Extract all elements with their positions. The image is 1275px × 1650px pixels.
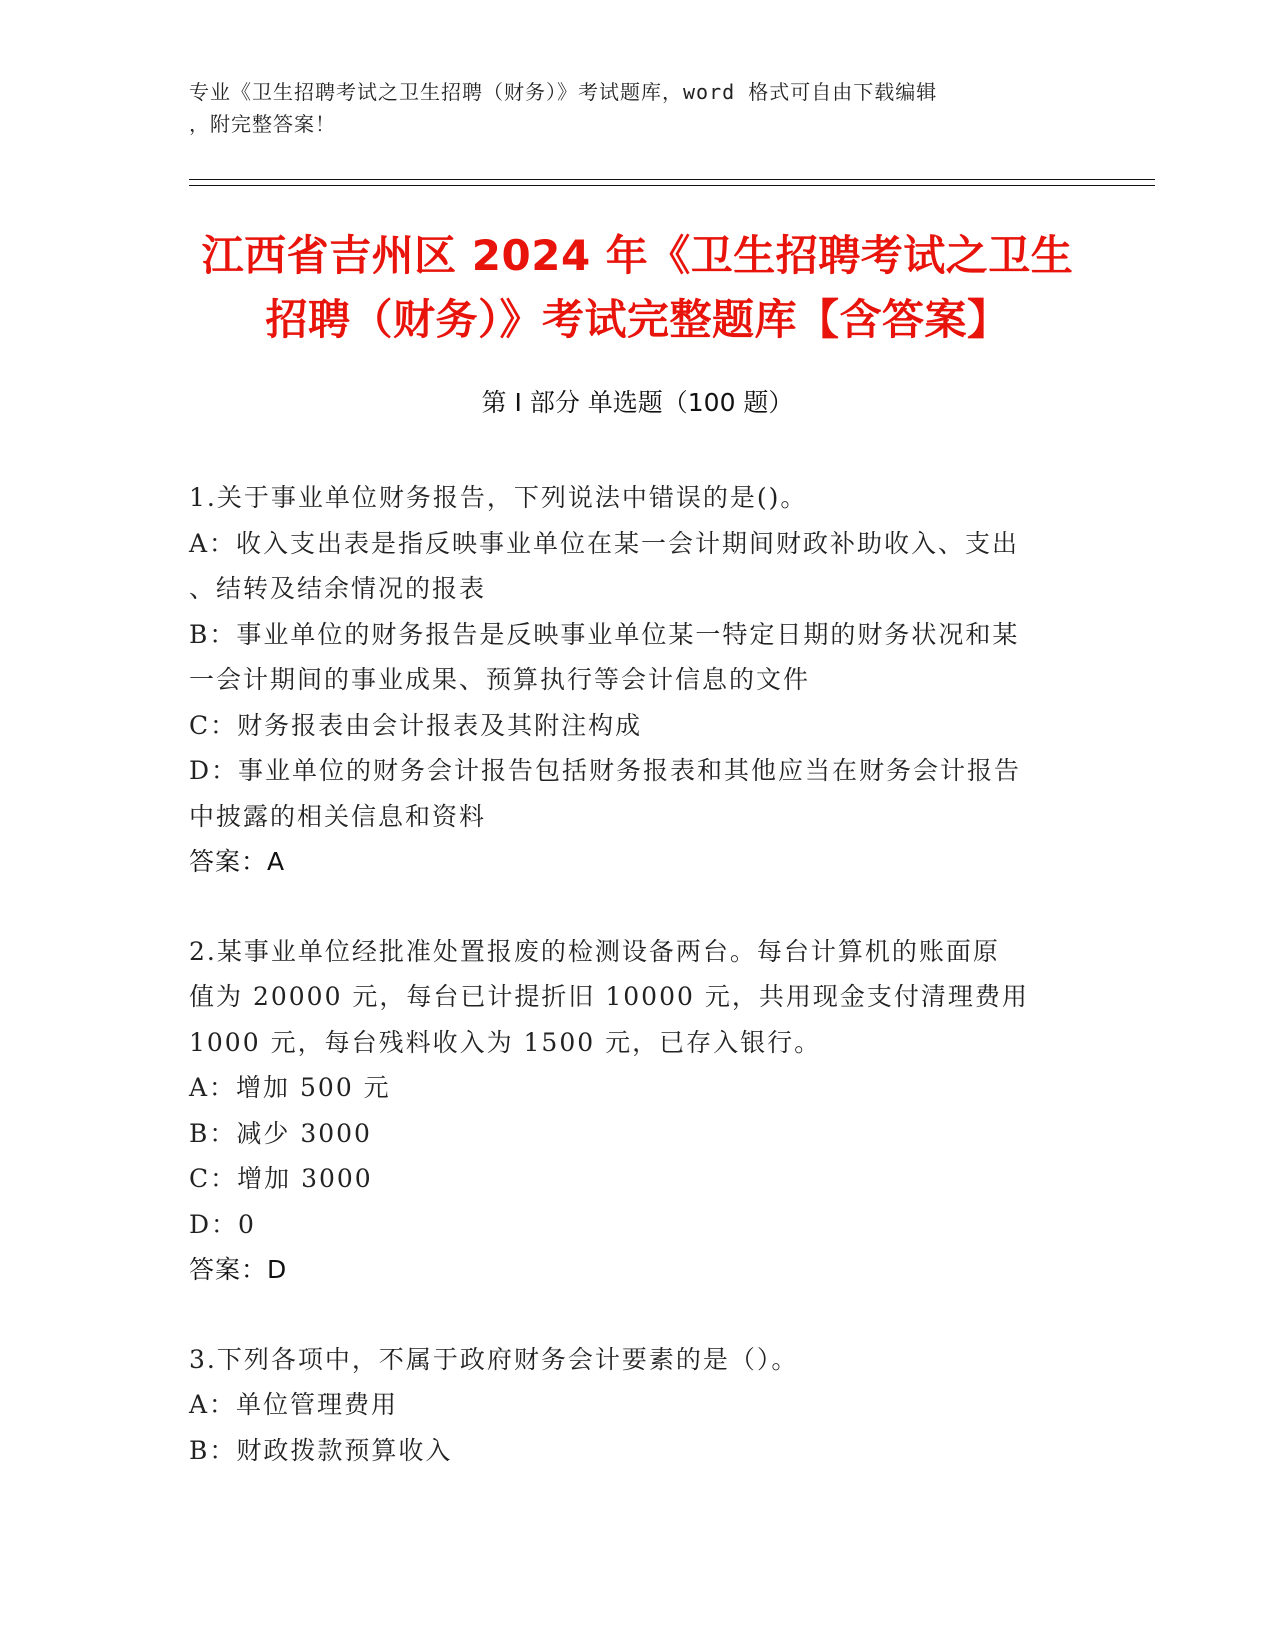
option-a: A：单位管理费用 (189, 1390, 399, 1419)
option-line: C：财务报表由会计报表及其附注构成 (189, 710, 643, 740)
question-3 (189, 1337, 1089, 1474)
option-a (189, 521, 1089, 612)
header-note-line-1: 专业《卫生招聘考试之卫生招聘（财务）》考试题库，word 格式可自由下载编辑 (189, 80, 938, 104)
header-divider-bottom (189, 185, 1155, 186)
header-note (189, 76, 1089, 140)
option-a: A：增加 500 元 (189, 1073, 391, 1102)
header-divider-top (189, 179, 1155, 180)
document-title-line-1: 江西省吉州区 2024 年《卫生招聘考试之卫生 (201, 231, 1074, 280)
question-stem-line: 值为 20000 元，每台已计提折旧 10000 元，共用现金支付清理费用 (189, 982, 1029, 1011)
option-c: C：增加 3000 (189, 1164, 373, 1193)
document-title (150, 224, 1125, 352)
question-stem-line: 3.下列各项中，不属于政府财务会计要素的是（）。 (189, 1344, 799, 1374)
option-d: D：0 (189, 1209, 256, 1239)
option-line: 、结转及结余情况的报表 (189, 574, 487, 603)
answer-label: 答案：D (189, 1255, 288, 1284)
question-1 (189, 475, 1089, 885)
option-b: B：减少 3000 (189, 1118, 372, 1148)
header-note-line-2: ，附完整答案！ (189, 112, 336, 136)
answer-label: 答案：A (189, 847, 286, 876)
question-2 (189, 929, 1089, 1293)
question-list (189, 475, 1089, 1517)
option-b: B：财政拨款预算收入 (189, 1435, 453, 1465)
document-title-line-2: 招聘（财务）》考试完整题库【含答案】 (265, 295, 1010, 344)
option-d (189, 748, 1089, 839)
option-c (189, 703, 1089, 749)
section-heading: 第 I 部分 单选题（100 题） (481, 388, 794, 417)
question-stem-line: 1000 元，每台残料收入为 1500 元，已存入银行。 (189, 1027, 822, 1057)
option-line: B：事业单位的财务报告是反映事业单位某一特定日期的财务状况和某 (189, 619, 1020, 649)
option-b (189, 612, 1089, 703)
question-stem-line: 1.关于事业单位财务报告，下列说法中错误的是()。 (189, 483, 808, 512)
option-line: 一会计期间的事业成果、预算执行等会计信息的文件 (189, 665, 811, 694)
question-stem-line: 2.某事业单位经批准处置报废的检测设备两台。每台计算机的账面原 (189, 936, 1000, 966)
option-line: A：收入支出表是指反映事业单位在某一会计期间财政补助收入、支出 (189, 528, 1020, 558)
option-line: D：事业单位的财务会计报告包括财务报表和其他应当在财务会计报告 (189, 756, 1022, 785)
option-line: 中披露的相关信息和资料 (189, 801, 487, 831)
